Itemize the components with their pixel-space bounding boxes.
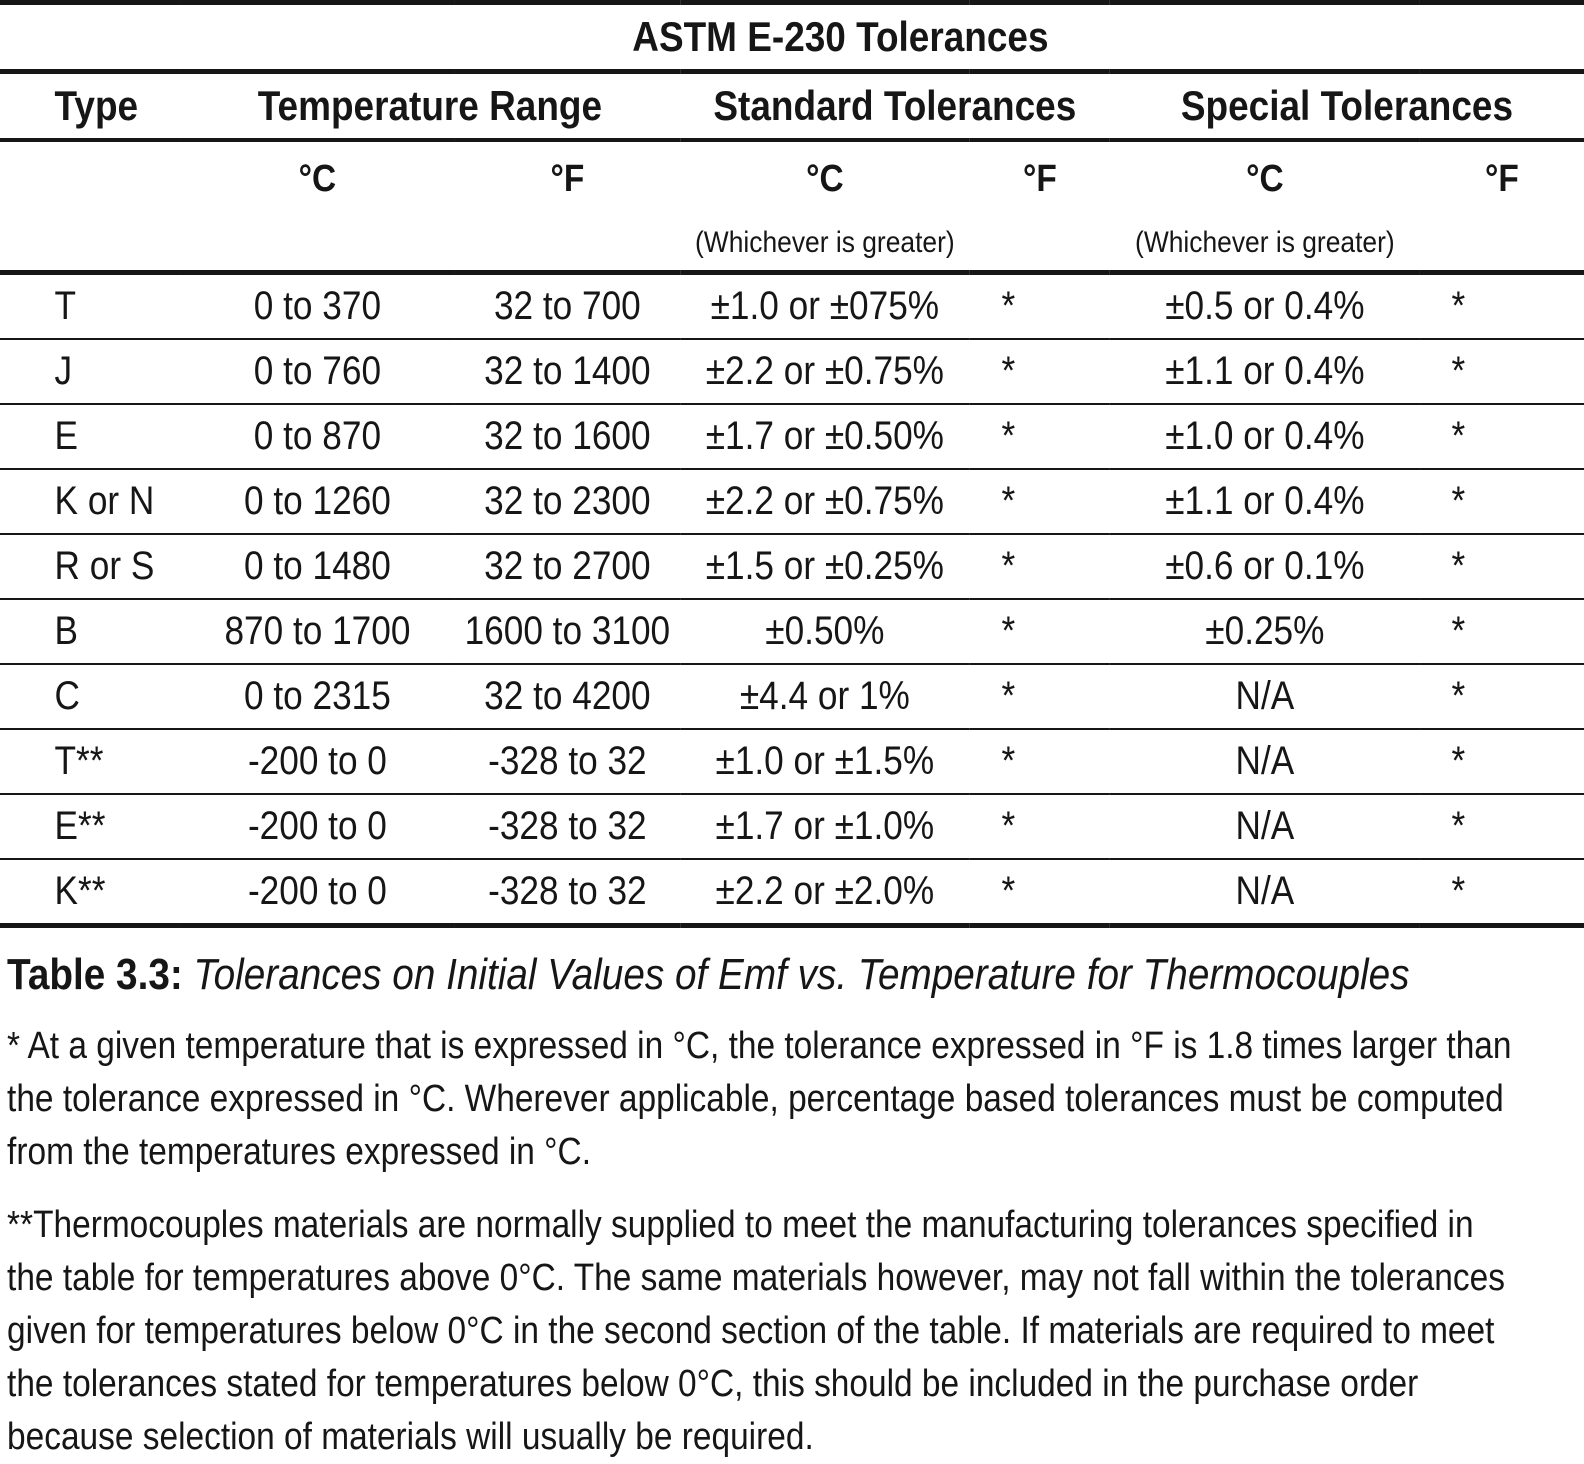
table-row [0, 273, 1584, 340]
table-row [0, 729, 1584, 794]
header-temperature-range: Temperature Range [180, 72, 680, 141]
cell-type: K** [0, 859, 180, 926]
cell-special-tolerance-celsius: ±0.5 or 0.4% [1165, 284, 1365, 328]
cell-range-celsius: 0 to 1480 [180, 534, 455, 599]
whichever-note-special: (Whichever is greater) [1110, 216, 1420, 273]
cell-special-tolerance-fahrenheit: * [1420, 859, 1584, 926]
cell-standard-tolerance-celsius: ±4.4 or 1% [680, 664, 970, 729]
footnote-double-asterisk [7, 1199, 1584, 1464]
whichever-blank [0, 216, 180, 273]
cell-special-tolerance-celsius: ±0.6 or 0.1% [1110, 534, 1420, 599]
table-row [0, 599, 1584, 664]
cell-type: B [0, 599, 180, 664]
cell-type: T** [0, 729, 180, 794]
footnote-single-asterisk [7, 1020, 1584, 1179]
cell-special-tolerance-celsius: ±1.1 or 0.4% [1110, 339, 1420, 404]
table-body [0, 273, 1584, 926]
footnote-line: the tolerance expressed in °C. Wherever applicable, percentage based tolerances must be computed [7, 1078, 1504, 1120]
table-row [0, 469, 1584, 534]
cell-standard-tolerance-fahrenheit: * [970, 729, 1110, 794]
whichever-blank [970, 216, 1110, 273]
header-standard-tolerances: Standard Tolerances [680, 72, 1110, 141]
unit-header-row [0, 140, 1584, 216]
cell-special-tolerance-celsius: ±0.25% [1110, 599, 1420, 664]
caption-text: Tolerances on Initial Values of Emf vs. Temperature for Thermocouples [182, 950, 1410, 999]
cell-range-fahrenheit: 32 to 4200 [455, 664, 680, 729]
unit-special-fahrenheit: °F [1485, 157, 1519, 200]
cell-type: E [0, 404, 180, 469]
cell-special-tolerance-celsius: N/A [1110, 664, 1420, 729]
whichever-note-standard: (Whichever is greater) [680, 216, 970, 273]
footnote-line: * At a given temperature that is expressed in °C, the tolerance expressed in °F is 1.8 times larger than [7, 1025, 1512, 1067]
cell-special-tolerance-celsius: N/A [1110, 859, 1420, 926]
footnote-line: because selection of materials will usually be required. [7, 1416, 814, 1458]
whichever-blank [1420, 216, 1584, 273]
unit-special-celsius: °C [1246, 157, 1284, 200]
cell-range-celsius: 0 to 2315 [180, 664, 455, 729]
cell-range-fahrenheit: -328 to 32 [455, 729, 680, 794]
cell-special-tolerance-fahrenheit: * [1420, 794, 1584, 859]
footnote-line: given for temperatures below 0°C in the second section of the table. If materials are required to meet [7, 1310, 1495, 1352]
cell-range-fahrenheit: 32 to 2300 [455, 469, 680, 534]
unit-standard-celsius: °C [806, 157, 844, 200]
unit-range-celsius: °C [298, 157, 337, 200]
cell-type: T [54, 284, 77, 328]
cell-standard-tolerance-fahrenheit: * [970, 534, 1110, 599]
cell-range-fahrenheit: -328 to 32 [455, 794, 680, 859]
cell-standard-tolerance-celsius: ±1.0 or ±1.5% [680, 729, 970, 794]
cell-standard-tolerance-celsius: ±1.7 or ±1.0% [680, 794, 970, 859]
cell-range-fahrenheit: 1600 to 3100 [455, 599, 680, 664]
cell-standard-tolerance-celsius: ±1.7 or ±0.50% [680, 404, 970, 469]
table-row [0, 339, 1584, 404]
table-row [0, 794, 1584, 859]
cell-standard-tolerance-fahrenheit: * [970, 404, 1110, 469]
cell-special-tolerance-fahrenheit: * [1420, 339, 1584, 404]
table-header [0, 3, 1584, 273]
cell-standard-tolerance-celsius: ±2.2 or ±0.75% [680, 469, 970, 534]
cell-standard-tolerance-fahrenheit: * [970, 794, 1110, 859]
column-group-header-row [0, 72, 1584, 141]
cell-standard-tolerance-fahrenheit: * [970, 339, 1110, 404]
cell-range-celsius: 0 to 870 [180, 404, 455, 469]
unit-blank [0, 140, 180, 216]
header-special-tolerances: Special Tolerances [1110, 72, 1584, 141]
cell-special-tolerance-fahrenheit: * [1420, 404, 1584, 469]
cell-special-tolerance-fahrenheit: * [1420, 534, 1584, 599]
cell-special-tolerance-celsius: N/A [1110, 729, 1420, 794]
footnote-line: from the temperatures expressed in °C. [7, 1131, 592, 1173]
cell-special-tolerance-fahrenheit: * [1420, 599, 1584, 664]
whichever-blank [180, 216, 455, 273]
cell-range-celsius: -200 to 0 [180, 859, 455, 926]
cell-special-tolerance-fahrenheit: * [1420, 729, 1584, 794]
cell-range-celsius: 0 to 1260 [180, 469, 455, 534]
cell-special-tolerance-fahrenheit: * [1420, 664, 1584, 729]
cell-standard-tolerance-celsius: ±1.0 or ±075% [710, 284, 940, 328]
cell-range-celsius: 0 to 370 [253, 284, 382, 328]
cell-standard-tolerance-celsius: ±2.2 or ±0.75% [680, 339, 970, 404]
table-title: ASTM E-230 Tolerances [0, 3, 1584, 72]
cell-type: K or N [0, 469, 180, 534]
table-row [0, 404, 1584, 469]
cell-standard-tolerance-celsius: ±2.2 or ±2.0% [680, 859, 970, 926]
cell-range-celsius: -200 to 0 [180, 729, 455, 794]
cell-special-tolerance-fahrenheit: * [1420, 469, 1584, 534]
header-type: Type [0, 72, 180, 141]
cell-special-tolerance-celsius: ±1.0 or 0.4% [1110, 404, 1420, 469]
cell-type: R or S [0, 534, 180, 599]
cell-type: E** [0, 794, 180, 859]
caption-label: Table 3.3: [7, 950, 183, 999]
cell-range-fahrenheit: -328 to 32 [455, 859, 680, 926]
cell-standard-tolerance-fahrenheit: * [970, 599, 1110, 664]
footnote-line: the tolerances stated for temperatures below 0°C, this should be included in the purchase order [7, 1363, 1419, 1405]
footnote-line: the table for temperatures above 0°C. The same materials however, may not fall within the tolerances [7, 1257, 1505, 1299]
cell-range-fahrenheit: 32 to 700 [493, 284, 641, 328]
table-title-row [0, 3, 1584, 72]
cell-special-tolerance-fahrenheit: * [1451, 284, 1466, 328]
table-caption [7, 950, 1584, 1000]
cell-range-celsius: 0 to 760 [180, 339, 455, 404]
cell-standard-tolerance-fahrenheit: * [970, 859, 1110, 926]
whichever-note-row [0, 216, 1584, 273]
cell-range-celsius: 870 to 1700 [180, 599, 455, 664]
cell-range-fahrenheit: 32 to 2700 [455, 534, 680, 599]
unit-range-fahrenheit: °F [550, 157, 585, 200]
cell-standard-tolerance-celsius: ±0.50% [680, 599, 970, 664]
cell-standard-tolerance-fahrenheit: * [1001, 284, 1016, 328]
cell-range-celsius: -200 to 0 [180, 794, 455, 859]
cell-standard-tolerance-fahrenheit: * [970, 469, 1110, 534]
cell-standard-tolerance-celsius: ±1.5 or ±0.25% [680, 534, 970, 599]
cell-special-tolerance-celsius: N/A [1110, 794, 1420, 859]
table-row [0, 534, 1584, 599]
cell-range-fahrenheit: 32 to 1600 [455, 404, 680, 469]
cell-standard-tolerance-fahrenheit: * [970, 664, 1110, 729]
unit-standard-fahrenheit: °F [1022, 157, 1057, 200]
table-row [0, 664, 1584, 729]
cell-type: J [0, 339, 180, 404]
whichever-blank [455, 216, 680, 273]
cell-type: C [0, 664, 180, 729]
cell-range-fahrenheit: 32 to 1400 [455, 339, 680, 404]
footnote-line: **Thermocouples materials are normally supplied to meet the manufacturing tolerances specified in [7, 1204, 1474, 1246]
cell-special-tolerance-celsius: ±1.1 or 0.4% [1110, 469, 1420, 534]
table-row [0, 859, 1584, 926]
